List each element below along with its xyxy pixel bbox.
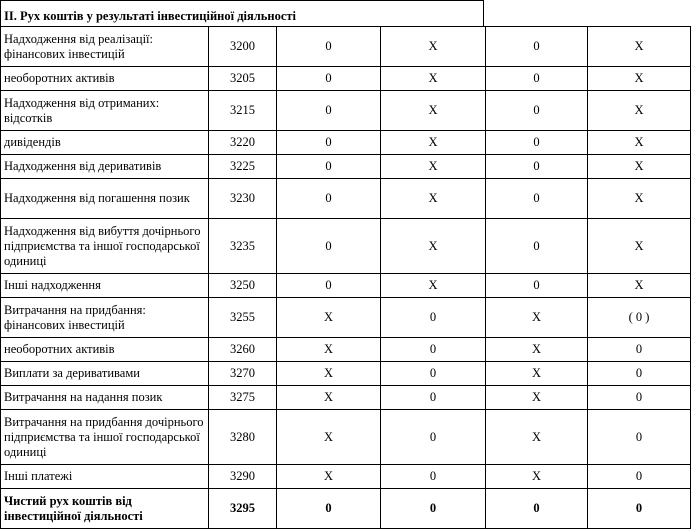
row-label: необоротних активів [1,338,209,362]
cell-value-1: X [277,338,381,362]
row-code: 3255 [209,298,277,338]
cell-value-1: 0 [277,274,381,298]
cell-value-3: 0 [486,489,588,529]
cell-value-1: 0 [277,131,381,155]
cell-value-2: 0 [381,465,486,489]
cell-value-3: 0 [486,67,588,91]
cell-value-4: 0 [588,489,691,529]
table-row [1,131,691,155]
table-row [1,179,691,219]
cell-value-2: 0 [381,489,486,529]
cell-value-2: 0 [381,386,486,410]
cell-value-4: X [588,67,691,91]
table-row [1,410,691,465]
table-row [1,386,691,410]
cell-value-3: 0 [486,219,588,274]
cell-value-3: X [486,338,588,362]
table-row [1,67,691,91]
row-label: Надходження від погашення позик [1,179,209,219]
row-label: дивідендів [1,131,209,155]
table-row [1,27,691,67]
row-label: Витрачання на придбання дочірнього підприємства та іншої господарської одиниці [1,410,209,465]
row-code: 3275 [209,386,277,410]
cell-value-1: X [277,362,381,386]
cell-value-4: 0 [588,410,691,465]
table-row [1,298,691,338]
row-code: 3295 [209,489,277,529]
row-label: Інші платежі [1,465,209,489]
cell-value-4: X [588,131,691,155]
cell-value-3: X [486,386,588,410]
cell-value-3: X [486,298,588,338]
cell-value-3: X [486,362,588,386]
row-code: 3235 [209,219,277,274]
cell-value-3: 0 [486,27,588,67]
row-label: Надходження від вибуття дочірнього підприємства та іншої господарської одиниці [1,219,209,274]
row-code: 3200 [209,27,277,67]
cell-value-2: X [381,27,486,67]
cash-flow-table [0,26,691,529]
row-label: Надходження від отриманих: відсотків [1,91,209,131]
row-code: 3270 [209,362,277,386]
row-label: Витрачання на надання позик [1,386,209,410]
cell-value-4: 0 [588,465,691,489]
cell-value-1: 0 [277,67,381,91]
row-label: Надходження від деривативів [1,155,209,179]
cell-value-1: 0 [277,91,381,131]
cell-value-2: 0 [381,338,486,362]
row-code: 3280 [209,410,277,465]
table-row [1,155,691,179]
row-code: 3250 [209,274,277,298]
row-label: Надходження від реалізації: фінансових інвестицій [1,27,209,67]
row-code: 3220 [209,131,277,155]
row-label: Виплати за деривативами [1,362,209,386]
cell-value-1: 0 [277,219,381,274]
cell-value-1: 0 [277,27,381,67]
row-code: 3215 [209,91,277,131]
cell-value-4: ( 0 ) [588,298,691,338]
cell-value-4: X [588,155,691,179]
cell-value-3: 0 [486,274,588,298]
cell-value-4: X [588,179,691,219]
table-row [1,338,691,362]
row-code: 3225 [209,155,277,179]
cell-value-2: X [381,274,486,298]
section-title: II. Рух коштів у результаті інвестиційної діяльності [0,0,484,27]
table-row [1,489,691,529]
cell-value-2: 0 [381,410,486,465]
cell-value-4: X [588,274,691,298]
table-row [1,91,691,131]
cell-value-2: X [381,155,486,179]
cell-value-2: 0 [381,298,486,338]
row-label: Витрачання на придбання: фінансових інвестицій [1,298,209,338]
cell-value-1: 0 [277,155,381,179]
cell-value-3: X [486,410,588,465]
cell-value-2: X [381,219,486,274]
cell-value-4: 0 [588,338,691,362]
cell-value-2: X [381,67,486,91]
row-code: 3205 [209,67,277,91]
cell-value-3: 0 [486,179,588,219]
cell-value-2: 0 [381,362,486,386]
row-code: 3260 [209,338,277,362]
table-row [1,362,691,386]
row-label: необоротних активів [1,67,209,91]
cell-value-1: 0 [277,489,381,529]
cell-value-1: 0 [277,179,381,219]
table-row [1,219,691,274]
row-code: 3290 [209,465,277,489]
table-body [1,27,691,529]
cell-value-1: X [277,410,381,465]
cell-value-1: X [277,386,381,410]
cell-value-4: X [588,91,691,131]
cell-value-4: X [588,219,691,274]
cell-value-4: 0 [588,362,691,386]
cell-value-2: X [381,179,486,219]
cell-value-3: 0 [486,155,588,179]
cell-value-1: X [277,298,381,338]
cell-value-3: X [486,465,588,489]
table-row [1,465,691,489]
cell-value-2: X [381,131,486,155]
cell-value-3: 0 [486,131,588,155]
cell-value-1: X [277,465,381,489]
cell-value-4: X [588,27,691,67]
cell-value-4: 0 [588,386,691,410]
cell-value-3: 0 [486,91,588,131]
table-row [1,274,691,298]
row-label: Чистий рух коштів від інвестиційної діяльності [1,489,209,529]
cell-value-2: X [381,91,486,131]
row-label: Інші надходження [1,274,209,298]
row-code: 3230 [209,179,277,219]
